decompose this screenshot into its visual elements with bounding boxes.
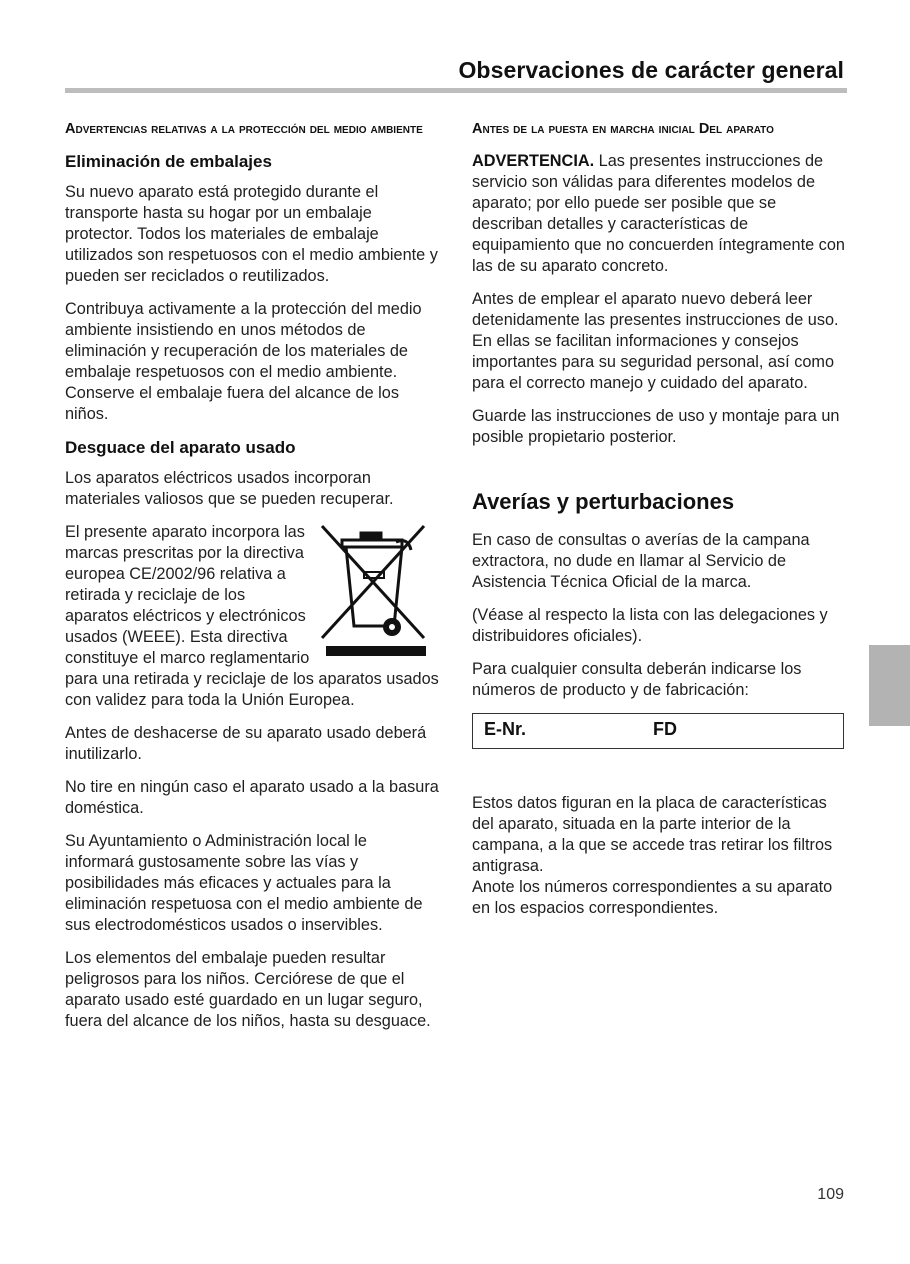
disposal-paragraph: Los elementos del embalaje pueden resultar peligrosos para los niños. Cerciórese de que el aparato usado esté guardado en un lugar seguro, fuera del alcance de los niños, hasta su desguace.	[65, 949, 431, 1030]
disposal-paragraph: Antes de deshacerse de su aparato usado deberá inutilizarlo.	[65, 724, 427, 763]
weee-paragraph: El presente aparato incorpora las marcas prescritas por la directiva europea CE/2002/96 relativa a retirada y reciclaje de los aparatos eléctricos y electrónicos usados (WEEE). Esta directiva constituye el marco reglamentario para una retirada y reciclaje de los aparatos usados con validez para toda la Unión Europea.	[65, 523, 439, 709]
warning-text: Las presentes instrucciones de servicio son válidas para diferentes modelos de aparato; por ello puede ser posible que se describan detalles y características de equipamiento que no concuerden íntegramente con las de su aparato concreto.	[472, 152, 845, 275]
faults-paragraph: Para cualquier consulta deberán indicarse los números de producto y de fabricación:	[472, 660, 802, 699]
warning-paragraph	[472, 151, 847, 277]
fd-label: FD	[653, 719, 677, 739]
instructions-paragraph: Guarde las instrucciones de uso y montaje para un posible propietario posterior.	[472, 407, 840, 446]
note-numbers-paragraph: Anote los números correspondientes a su aparato en los espacios correspondientes.	[472, 878, 833, 917]
section-side-tab	[869, 645, 910, 726]
weee-block	[65, 522, 440, 711]
title-rule	[65, 88, 847, 93]
left-column	[65, 119, 440, 1044]
packaging-paragraph: Contribuya activamente a la protección del medio ambiente insistiendo en unos métodos de eliminación y recuperación de los materiales de embalaje respetuosos con el medio ambiente. Conserve el embalaje fuera del alcance de los niños.	[65, 300, 422, 423]
disposal-paragraph: No tire en ningún caso el aparato usado a la basura doméstica.	[65, 778, 439, 817]
product-number-box	[472, 713, 844, 749]
disposal-paragraph: Los aparatos eléctricos usados incorporan materiales valiosos que se pueden recuperar.	[65, 469, 394, 508]
rating-plate-paragraph: Estos datos figuran en la placa de características del aparato, situada en la parte interior de la campana, a la que se accede tras retirar los filtros antigrasa.	[472, 794, 833, 875]
instructions-paragraph: Antes de emplear el aparato nuevo deberá leer detenidamente las presentes instrucciones de uso. En ellas se facilitan informaciones y consejos importantes para su seguridad personal, así como para el correcto manejo y cuidado del aparato.	[472, 290, 839, 392]
packaging-paragraph: Su nuevo aparato está protegido durante el transporte hasta su hogar por un embalaje protector. Todos los materiales de embalaje utilizados son respetuosos con el medio ambiente y pueden ser reciclados o reutilizados.	[65, 183, 438, 285]
before-start-section-heading: Antes de la puesta en marcha inicial Del aparato	[472, 121, 774, 137]
right-column	[472, 119, 847, 931]
page-number: 109	[817, 1186, 844, 1203]
weee-crossed-bin-icon	[316, 522, 432, 656]
page-title: Observaciones de carácter general	[458, 57, 844, 83]
faults-paragraph: En caso de consultas o averías de la campana extractora, no dude en llamar al Servicio de Asistencia Técnica Oficial de la marca.	[472, 531, 810, 591]
enr-label: E-Nr.	[484, 719, 527, 739]
disposal-heading: Desguace del aparato usado	[65, 438, 296, 457]
environment-section-heading: Advertencias relativas a la protección del medio ambiente	[65, 121, 423, 137]
faults-heading: Averías y perturbaciones	[472, 489, 735, 514]
disposal-paragraph: Su Ayuntamiento o Administración local le informará gustosamente sobre las vías y posibilidades más eficaces y actuales para la eliminación respetuosa con el medio ambiente de sus electrodomésticos usados o inservibles.	[65, 832, 423, 934]
warning-lead: ADVERTENCIA.	[472, 152, 595, 170]
faults-paragraph: (Véase al respecto la lista con las delegaciones y distribuidores oficiales).	[472, 606, 828, 645]
packaging-heading: Eliminación de embalajes	[65, 152, 272, 171]
